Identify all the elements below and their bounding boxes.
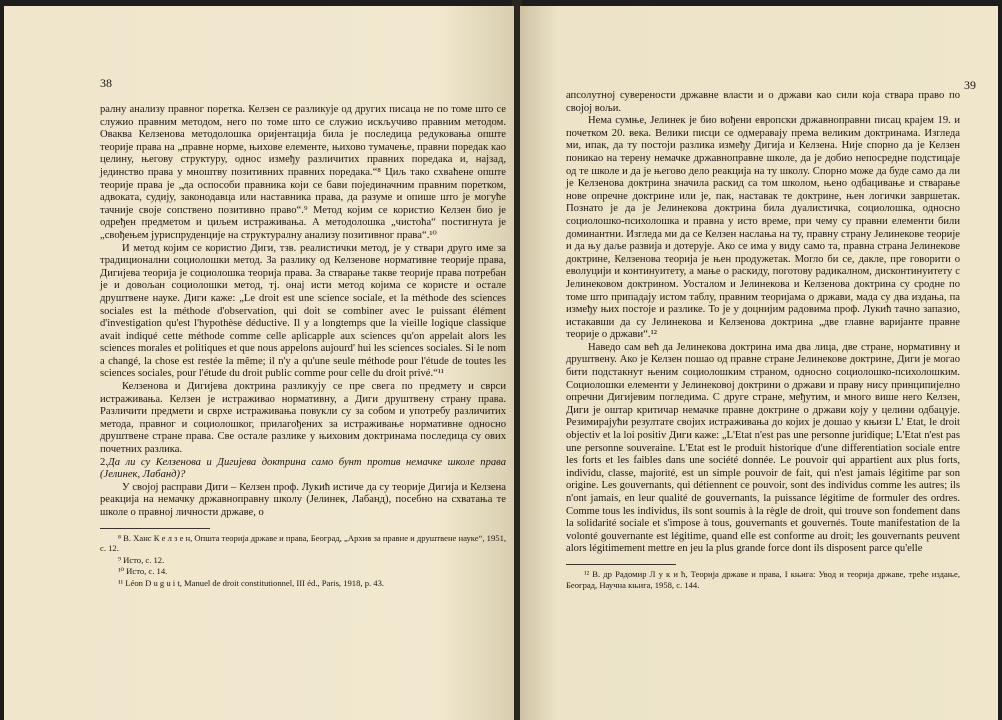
footnote-divider [566,564,676,565]
paragraph: ралну анализу правног поретка. Келзен се разликује од других писаца не по томе што се служио правним методом, него по томе што се служио искључиво правним методом. Оваква Келзенова методолошка оријентација била је последица редуковања опште теорије права на „правне норме, њихове елементе, њихово тумачење, правни поредак као целину, његову структуру, однос између различитих правних поредака и, најзад, јединство права у мноштву позитивних правних поредака.“⁸ Циљ тако схваћене опште теорије права је „да оспособи правника који се бави појединачним правним поретком, адвоката, судију, законодавца или наставника права, да разуме и опише што је могуће тачније своје сопствено позитивно право“.⁹ Метод којим се користио Келзен био је одређен предметом и циљем истраживања. А методолошка „чистоћа“ постигнута је „свођењем јуриспруденције на структуралну анализу позитивног права“.¹⁰ [100,104,506,241]
left-page [4,6,514,720]
page-number: 39 [964,78,976,92]
paragraph: апсолутној суверености државне власти и о држави као сили која ствара право по својој вољи. [566,90,960,114]
paragraph: Наведо сам већ да Јелинекова доктрина има два лица, две стране, нормативну и друштвену. Ако је Келзен пошао од правне стране Јелинекове доктрине, Диги је могао бити подстакнут њеним социолошким страном, односно социолошко-психолошким. Социолошки елементи у Јелинековој доктрини о држави и праву нису принципијелно опречни Дигијевим погледима. С друге стране, међутим, и много више него Келзен, Диги је оштар критичар немачке правне доктрине о држави коју у целини одбацује. Резимирајући резултате својих истраживања до којих је дошао у књизи L' Etat, le droit objectiv et la loi positiv Диги каже: „L'Etat n'est pas une personne juridique; L'Etat n'est pas une personne souveraine. L'Etat est le produit historique d'une differentiation sociale entre les forts et les faibles dans une société donnée. Le pouvoir qui appartient aux plus forts, individu, classe, majorité, est un simple pouvoir de fait, qui n'est jamais légitime par son origine. Les gouvernants, qui détiennent ce pouvoir, sont des individus comme les autres; ils n'ont jamais, en leur qualité de gouvernants, la puissance légitime de formuler des ordres. Comme tous les individus, ils sont soumis à la règle de droit, qui trouve son fondement dans la solidarité sociale et s'impose à tous, gouvernants et gouvernés. Toute manifestation de la volonté gouvernante est légitime, quand elle est conforme au droit; les gouvernants peuvent alors légitimement mettre en jeu la plus grande force dont ils disposent parce qu'elle [566,341,960,555]
right-page-body [566,90,960,591]
page-number: 38 [100,76,112,90]
right-page [520,6,998,720]
paragraph: И метод којим се користио Диги, тзв. реалистички метод, је у ствари друго име за традиционални социолошки метод. За разлику од Келзенове нормативне теорије права, Дигијева теорија је социолошка теорија права. За стварање такве теорије права потребан је и довољан социолошки метод, тј. онај исти метод којима се користе и остале друштвене науке. Диги каже: „Le droit est une science sociale, et la méthode des sciences sociales est la méthode d'observation, qui doit se combiner avec le puissant élément d'investigation qu'est l'hypothèse déductive. Il y a longtemps que la vieille logique classique avait indiqué cette méthode comme celle aplicapple aux sciences qu'on appelait alors les sciences morales et politiques et que nous appelons aujourd' hui les sciences sociales. Si le nom a changé, la chose est restée la même; il n'y a qu'une seule méthode pour l'étude de toutes les sciences sociales, pour l'étude du droit public comme pour celle du droit privé.“¹¹ [100,242,506,380]
paragraph: Келзенова и Дигијева доктрина разликују се пре свега по предмету и сврси истраживања. Келзен је истраживао нормативну, а Диги друштвену страну права. Различити предмети и сврхе истраживања повукли су за собом и употребу различитих метода, правног и социолошког, прилагођених за истраживање нормативне односно друштвене стране права. Све остале разлике у њиховим доктринама последица су ових почетних разлика. [100,381,506,456]
footnote-divider [100,528,210,529]
section-number: 2. [100,456,108,468]
left-page-body [100,104,506,590]
footnote: ¹⁰ Исто, с. 14. [118,566,168,577]
footnote: ⁹ Исто, с. 12. [118,554,165,565]
footnotes [100,533,506,589]
paragraph: Нема сумње, Јелинек је био вођени европски државноправни писац крајем 19. и почетком 20. века. Велики писци се одмеравају према великим доктринама. Изгледа ми, ипак, да ту постоји разлика између Дигија и Келзена. Није спорно да је Келзен поникао на терену немачке државноправне школе, да је добио непосредне подстицаје од те школе и да је његово дело реакција на ту школу. Спорно може да буде само да ли је Келзенова доктрина значила раскид са том школом, њено одбацивање и стварање нове опречне доктрине или је, пак, наставак те доктрине, њен логички завршетак. Познато је да је Јелинекова доктрина била дуалистичка, социолошка, односно социолошко-психолошка и правна у исто време, при чему су правни елементи били доминантни. Изгледа ми да се Келзен наслања на ту, правну страну Јелинекове теорије и да њу даље развија и дотерује. Ако се има у виду само та, правна страна Јелинекове доктрине, Келзенова теорија је њен продужетак. Могло би се, дакле, пре говорити о еволуцији и континуитету, а мање о раскиду, поготову радикалном, дисконтинуитету с Јелинековом доктрином. Уосталом и Јелинекова и Келзенова доктрина су сродне по томе што припадају истом таблу, правним теоријама о држави, мада су два издања, па између њих постоје и разлике. То је у доцнијим радовима проф. Лукић тачно запазио, истакавши да су Јелинекова и Келзенова доктрина „две главне варијанте правне теорије о држави“.¹² [566,115,960,341]
section-title: Да ли су Келзенова и Дигијева доктрина само бунт против немачке школе права (Јелинек, Лабанд)? [100,456,506,481]
section-heading [100,457,506,482]
footnote: ¹² В. др Радомир Л у к и ћ, Теорија државе и права, I књига: Увод и теорија државе, треће издање, Београд, Научна књига, 1958, с. 144. [566,568,960,590]
footnote: ⁸ В. Ханс К е л з е н, Општа теорија државе и права, Београд, „Архив за правне и друштвене науке“, 1951, с. 12. [100,532,507,554]
footnote: ¹¹ Léon D u g u i t, Manuel de droit constitutionnel, III éd., Paris, 1918, p. 43. [118,577,385,588]
paragraph: У својој расправи Диги – Келзен проф. Лукић истиче да су теорије Дигија и Келзена реакција на немачку државноправну школу (Јелинек, Лабанд), посебно на схватања те школе о правној личности државе, о [100,481,506,518]
footnotes [566,569,960,590]
